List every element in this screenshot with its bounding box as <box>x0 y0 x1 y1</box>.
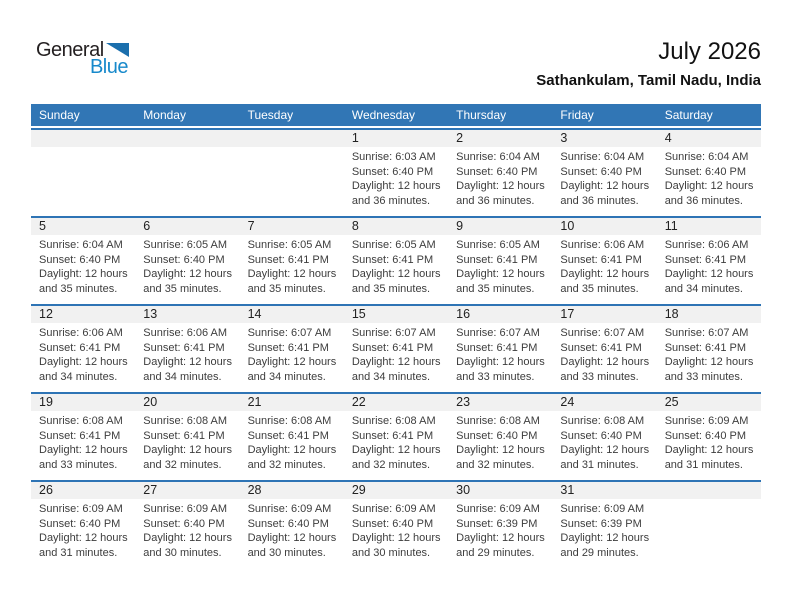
day-number: 25 <box>664 395 679 409</box>
sunrise-text: Sunrise: 6:08 AM <box>143 415 228 427</box>
sunset-text: Sunset: 6:41 PM <box>39 429 121 442</box>
sunset-text: Sunset: 6:40 PM <box>664 429 747 442</box>
day-number: 7 <box>247 219 255 233</box>
day-number: 6 <box>143 219 151 233</box>
sunrise-text: Sunrise: 6:08 AM <box>39 415 123 427</box>
general-blue-logo <box>36 40 128 76</box>
sunset-text: Sunset: 6:40 PM <box>247 517 329 530</box>
daylight-line1-text: Daylight: 12 hours <box>560 180 650 192</box>
day-number: 4 <box>664 131 672 145</box>
sunrise-text: Sunrise: 6:08 AM <box>247 415 332 427</box>
daylight-line1-text: Daylight: 12 hours <box>560 268 650 280</box>
daylight-line2-text: and 34 minutes. <box>143 370 222 383</box>
sunset-text: Sunset: 6:41 PM <box>456 341 538 354</box>
day-cell <box>31 235 135 296</box>
sunset-text: Sunset: 6:41 PM <box>560 253 642 266</box>
sunrise-text: Sunrise: 6:05 AM <box>247 239 332 251</box>
daylight-line1-text: Daylight: 12 hours <box>351 444 441 456</box>
day-cell <box>657 411 761 472</box>
daylight-line2-text: and 29 minutes. <box>456 546 535 559</box>
day-cell <box>552 235 656 296</box>
day-details-row <box>31 499 761 560</box>
sunset-text: Sunset: 6:41 PM <box>456 253 538 266</box>
day-number: 31 <box>560 483 575 497</box>
daylight-line1-text: Daylight: 12 hours <box>143 356 232 368</box>
sunrise-text: Sunrise: 6:08 AM <box>456 415 540 427</box>
day-cell <box>657 235 761 296</box>
daylight-line2-text: and 32 minutes. <box>456 458 535 471</box>
weekday-header-thursday: Thursday <box>456 108 507 122</box>
sunset-text: Sunset: 6:39 PM <box>456 517 538 530</box>
day-cell <box>552 147 656 208</box>
daylight-line1-text: Daylight: 12 hours <box>143 268 232 280</box>
daylight-line2-text: and 30 minutes. <box>143 546 222 559</box>
sunrise-text: Sunrise: 6:09 AM <box>560 503 645 515</box>
daylight-line1-text: Daylight: 12 hours <box>143 444 232 456</box>
day-cell <box>344 147 448 208</box>
weekday-header-sunday: Sunday <box>39 108 80 122</box>
daylight-line1-text: Daylight: 12 hours <box>247 444 337 456</box>
day-cell <box>448 235 552 296</box>
daylight-line1-text: Daylight: 12 hours <box>456 532 545 544</box>
sunset-text: Sunset: 6:40 PM <box>560 165 642 178</box>
day-details-row <box>31 147 761 208</box>
sunset-text: Sunset: 6:41 PM <box>351 253 434 266</box>
daylight-line1-text: Daylight: 12 hours <box>664 180 754 192</box>
daylight-line1-text: Daylight: 12 hours <box>664 444 754 456</box>
sunset-text: Sunset: 6:40 PM <box>560 429 642 442</box>
daylight-line2-text: and 34 minutes. <box>39 370 118 383</box>
day-cell <box>344 411 448 472</box>
sunset-text: Sunset: 6:41 PM <box>351 429 434 442</box>
day-number: 11 <box>664 219 678 233</box>
day-number: 19 <box>39 395 53 409</box>
daylight-line2-text: and 32 minutes. <box>247 458 326 471</box>
daylight-line2-text: and 30 minutes. <box>351 546 431 559</box>
sunset-text: Sunset: 6:41 PM <box>247 341 329 354</box>
sunrise-text: Sunrise: 6:05 AM <box>351 239 436 251</box>
calendar-weeks <box>31 128 761 568</box>
day-cell <box>135 411 239 472</box>
daylight-line2-text: and 36 minutes. <box>560 194 639 207</box>
day-cell <box>31 323 135 384</box>
page-header <box>536 38 761 89</box>
day-cell <box>344 499 448 560</box>
daylight-line2-text: and 35 minutes. <box>351 282 431 295</box>
week-row <box>31 392 761 480</box>
daylight-line2-text: and 33 minutes. <box>456 370 535 383</box>
day-number: 27 <box>143 483 158 497</box>
day-number: 14 <box>247 307 262 321</box>
day-number: 30 <box>456 483 471 497</box>
daylight-line2-text: and 31 minutes. <box>560 458 639 471</box>
daylight-line1-text: Daylight: 12 hours <box>456 180 545 192</box>
week-row <box>31 480 761 568</box>
daylight-line2-text: and 36 minutes. <box>664 194 743 207</box>
daylight-line1-text: Daylight: 12 hours <box>664 268 754 280</box>
day-cell <box>448 499 552 560</box>
day-cell <box>31 499 135 560</box>
sunset-text: Sunset: 6:40 PM <box>351 165 434 178</box>
calendar <box>31 104 761 568</box>
sunrise-text: Sunrise: 6:04 AM <box>664 151 749 163</box>
daylight-line2-text: and 35 minutes. <box>143 282 222 295</box>
page-location: Sathankulam, Tamil Nadu, India <box>536 72 761 89</box>
daylight-line1-text: Daylight: 12 hours <box>351 180 441 192</box>
day-cell <box>135 147 239 208</box>
day-cell <box>552 411 656 472</box>
sunset-text: Sunset: 6:41 PM <box>664 253 747 266</box>
day-number-strip <box>31 394 761 411</box>
sunrise-text: Sunrise: 6:07 AM <box>664 327 749 339</box>
daylight-line1-text: Daylight: 12 hours <box>39 268 128 280</box>
day-cell <box>448 147 552 208</box>
daylight-line1-text: Daylight: 12 hours <box>560 444 650 456</box>
sunset-text: Sunset: 6:40 PM <box>39 517 121 530</box>
day-number <box>135 130 239 147</box>
daylight-line2-text: and 34 minutes. <box>351 370 431 383</box>
daylight-line2-text: and 36 minutes. <box>351 194 431 207</box>
day-number: 17 <box>560 307 575 321</box>
sunset-text: Sunset: 6:40 PM <box>143 517 225 530</box>
day-number: 18 <box>664 307 679 321</box>
day-cell <box>657 147 761 208</box>
sunrise-text: Sunrise: 6:09 AM <box>351 503 436 515</box>
day-cell <box>344 323 448 384</box>
sunrise-text: Sunrise: 6:07 AM <box>247 327 332 339</box>
sunset-text: Sunset: 6:40 PM <box>664 165 747 178</box>
sunrise-text: Sunrise: 6:06 AM <box>143 327 228 339</box>
sunrise-text: Sunrise: 6:09 AM <box>456 503 540 515</box>
daylight-line1-text: Daylight: 12 hours <box>664 356 754 368</box>
weekday-header-saturday: Saturday <box>664 108 713 122</box>
day-number: 15 <box>351 307 366 321</box>
daylight-line2-text: and 36 minutes. <box>456 194 535 207</box>
day-cell <box>135 323 239 384</box>
day-cell <box>657 323 761 384</box>
day-cell <box>448 411 552 472</box>
sunrise-text: Sunrise: 6:04 AM <box>560 151 645 163</box>
sunset-text: Sunset: 6:41 PM <box>664 341 747 354</box>
daylight-line1-text: Daylight: 12 hours <box>247 532 337 544</box>
weekday-header-monday: Monday <box>143 108 186 122</box>
day-number: 9 <box>456 219 464 233</box>
sunrise-text: Sunrise: 6:09 AM <box>39 503 123 515</box>
daylight-line2-text: and 35 minutes. <box>247 282 326 295</box>
daylight-line2-text: and 30 minutes. <box>247 546 326 559</box>
sunset-text: Sunset: 6:41 PM <box>143 429 225 442</box>
sunrise-text: Sunrise: 6:09 AM <box>247 503 332 515</box>
daylight-line2-text: and 29 minutes. <box>560 546 639 559</box>
daylight-line1-text: Daylight: 12 hours <box>39 532 128 544</box>
day-number-strip <box>31 306 761 323</box>
sunrise-text: Sunrise: 6:06 AM <box>39 327 123 339</box>
day-cell <box>135 235 239 296</box>
daylight-line2-text: and 35 minutes. <box>39 282 118 295</box>
day-number: 16 <box>456 307 471 321</box>
day-cell <box>344 235 448 296</box>
daylight-line2-text: and 35 minutes. <box>560 282 639 295</box>
daylight-line1-text: Daylight: 12 hours <box>143 532 232 544</box>
day-number: 24 <box>560 395 575 409</box>
sunrise-text: Sunrise: 6:05 AM <box>456 239 540 251</box>
daylight-line1-text: Daylight: 12 hours <box>351 532 441 544</box>
day-cell <box>31 147 135 208</box>
day-cell <box>240 147 344 208</box>
day-details-row <box>31 411 761 472</box>
daylight-line1-text: Daylight: 12 hours <box>456 268 545 280</box>
sunset-text: Sunset: 6:39 PM <box>560 517 642 530</box>
day-number-strip <box>31 482 761 499</box>
daylight-line2-text: and 33 minutes. <box>39 458 118 471</box>
daylight-line1-text: Daylight: 12 hours <box>39 356 128 368</box>
sunset-text: Sunset: 6:40 PM <box>39 253 121 266</box>
sunset-text: Sunset: 6:41 PM <box>39 341 121 354</box>
sunset-text: Sunset: 6:40 PM <box>456 429 538 442</box>
day-number: 5 <box>39 219 46 233</box>
sunrise-text: Sunrise: 6:06 AM <box>664 239 749 251</box>
weekday-header-wednesday: Wednesday <box>351 108 415 122</box>
sunset-text: Sunset: 6:41 PM <box>247 253 329 266</box>
daylight-line2-text: and 32 minutes. <box>351 458 431 471</box>
sunrise-text: Sunrise: 6:08 AM <box>560 415 645 427</box>
day-number <box>657 482 761 499</box>
sunrise-text: Sunrise: 6:09 AM <box>143 503 228 515</box>
sunrise-text: Sunrise: 6:04 AM <box>456 151 540 163</box>
daylight-line2-text: and 31 minutes. <box>39 546 118 559</box>
day-number: 28 <box>247 483 262 497</box>
day-number: 1 <box>351 131 359 145</box>
sunrise-text: Sunrise: 6:04 AM <box>39 239 123 251</box>
day-number: 13 <box>143 307 158 321</box>
weekday-header-friday: Friday <box>560 108 594 122</box>
daylight-line1-text: Daylight: 12 hours <box>351 268 441 280</box>
day-cell <box>552 499 656 560</box>
sunrise-text: Sunrise: 6:07 AM <box>560 327 645 339</box>
logo-text-general: General <box>36 39 104 61</box>
logo-triangle-icon <box>106 43 129 57</box>
daylight-line1-text: Daylight: 12 hours <box>247 356 337 368</box>
daylight-line2-text: and 35 minutes. <box>456 282 535 295</box>
sunset-text: Sunset: 6:41 PM <box>560 341 642 354</box>
daylight-line2-text: and 31 minutes. <box>664 458 743 471</box>
sunrise-text: Sunrise: 6:07 AM <box>456 327 540 339</box>
daylight-line1-text: Daylight: 12 hours <box>351 356 441 368</box>
sunrise-text: Sunrise: 6:09 AM <box>664 415 749 427</box>
day-number: 26 <box>39 483 53 497</box>
day-number: 2 <box>456 131 464 145</box>
day-number: 12 <box>39 307 53 321</box>
day-number <box>31 130 135 147</box>
sunset-text: Sunset: 6:40 PM <box>143 253 225 266</box>
sunrise-text: Sunrise: 6:05 AM <box>143 239 228 251</box>
day-number: 10 <box>560 219 575 233</box>
day-number-strip <box>31 130 761 147</box>
sunset-text: Sunset: 6:41 PM <box>143 341 225 354</box>
week-row <box>31 128 761 216</box>
day-number: 21 <box>247 395 262 409</box>
day-number: 8 <box>351 219 359 233</box>
daylight-line2-text: and 33 minutes. <box>664 370 743 383</box>
daylight-line1-text: Daylight: 12 hours <box>456 444 545 456</box>
daylight-line1-text: Daylight: 12 hours <box>39 444 128 456</box>
week-row <box>31 304 761 392</box>
day-cell <box>240 499 344 560</box>
day-cell <box>552 323 656 384</box>
sunset-text: Sunset: 6:41 PM <box>351 341 434 354</box>
sunrise-text: Sunrise: 6:06 AM <box>560 239 645 251</box>
day-details-row <box>31 235 761 296</box>
weekday-header-tuesday: Tuesday <box>247 108 294 122</box>
daylight-line1-text: Daylight: 12 hours <box>560 356 650 368</box>
sunset-text: Sunset: 6:41 PM <box>247 429 329 442</box>
daylight-line2-text: and 34 minutes. <box>664 282 743 295</box>
daylight-line1-text: Daylight: 12 hours <box>247 268 337 280</box>
day-details-row <box>31 323 761 384</box>
day-number-strip <box>31 218 761 235</box>
sunrise-text: Sunrise: 6:08 AM <box>351 415 436 427</box>
day-cell <box>448 323 552 384</box>
sunset-text: Sunset: 6:40 PM <box>351 517 434 530</box>
logo-text-blue: Blue <box>89 56 128 78</box>
sunrise-text: Sunrise: 6:07 AM <box>351 327 436 339</box>
day-cell <box>240 235 344 296</box>
daylight-line2-text: and 33 minutes. <box>560 370 639 383</box>
day-number: 20 <box>143 395 158 409</box>
week-row <box>31 216 761 304</box>
day-cell <box>657 499 761 560</box>
day-number: 29 <box>351 483 366 497</box>
daylight-line2-text: and 32 minutes. <box>143 458 222 471</box>
day-cell <box>240 323 344 384</box>
daylight-line1-text: Daylight: 12 hours <box>456 356 545 368</box>
page-title: July 2026 <box>658 38 761 65</box>
day-cell <box>240 411 344 472</box>
day-number: 22 <box>351 395 366 409</box>
day-number: 3 <box>560 131 568 145</box>
daylight-line1-text: Daylight: 12 hours <box>560 532 650 544</box>
daylight-line2-text: and 34 minutes. <box>247 370 326 383</box>
day-cell <box>31 411 135 472</box>
day-number: 23 <box>456 395 471 409</box>
sunset-text: Sunset: 6:40 PM <box>456 165 538 178</box>
weekday-header-row <box>31 104 761 126</box>
day-number <box>240 130 344 147</box>
day-cell <box>135 499 239 560</box>
sunrise-text: Sunrise: 6:03 AM <box>351 151 436 163</box>
